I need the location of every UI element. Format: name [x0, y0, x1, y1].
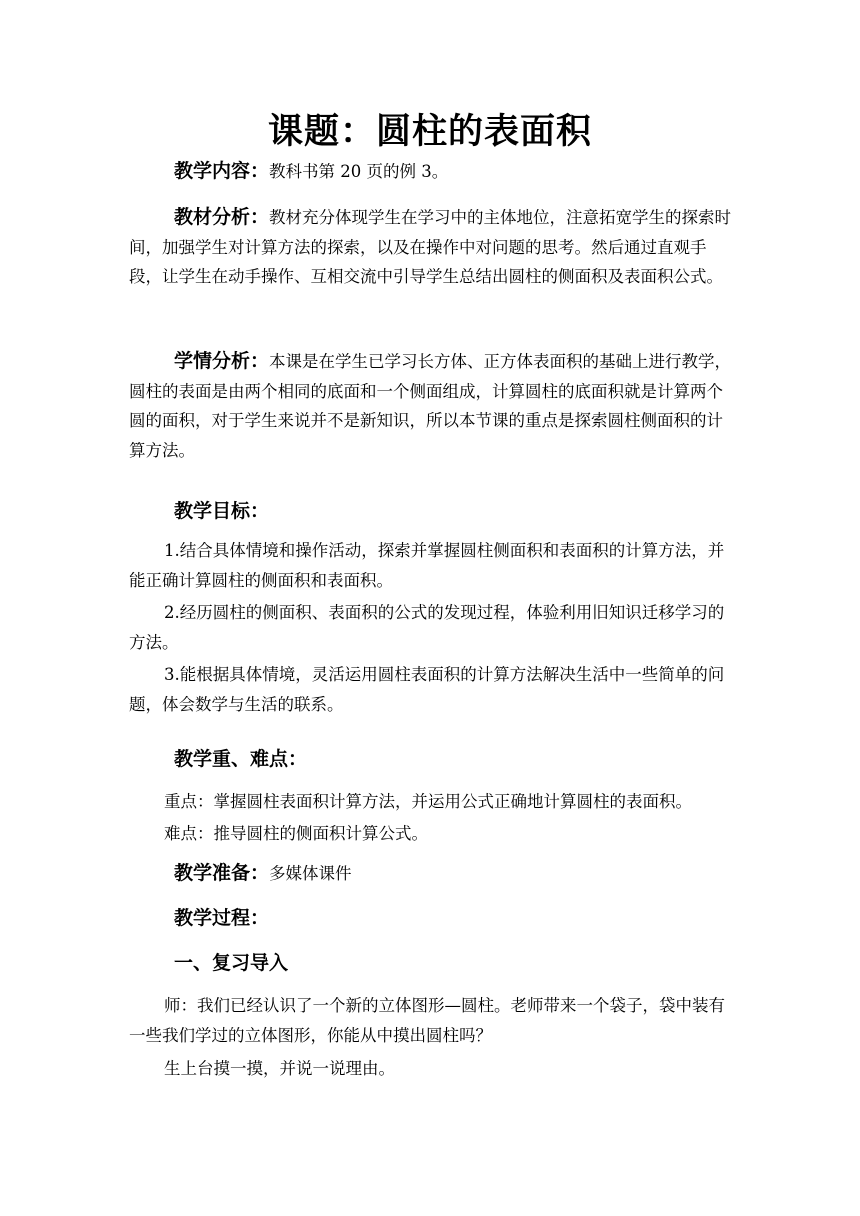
student-analysis-text: 本课是在学生已学习长方体、正方体表面积的基础上进行教学，圆柱的表面是由两个相同的底面和一个侧面组成，计算圆柱的底面积就是计算两个圆的面积，对于学生来说并不是新知识，所以本节课的重点是探索圆柱侧面积的计算方法。 [129, 352, 732, 460]
material-analysis-label: 教材分析： [174, 206, 270, 228]
key-points-heading: 教学重、难点： [174, 748, 308, 770]
key-point-text: 重点：掌握圆柱表面积计算方法，并运用公式正确地计算圆柱的表面积。 [164, 792, 692, 811]
material-analysis-text: 教材充分体现学生在学习中的主体地位，注意拓宽学生的探索时间，加强学生对计算方法的探索，以及在操作中对问题的思考。然后通过直观手段，让学生在动手操作、互相交流中引导学生总结出圆柱的侧面积及表面积公式。 [129, 208, 732, 286]
student-activity-text: 生上台摸一摸，并说一说理由。 [164, 1059, 395, 1078]
goals-heading: 教学目标： [174, 500, 270, 522]
goal-item: 1.结合具体情境和操作活动，探索并掌握圆柱侧面积和表面积的计算方法，并能正确计算圆柱的侧面积和表面积。 [129, 541, 725, 590]
preparation-text: 多媒体课件 [269, 864, 352, 883]
process-heading: 教学过程： [174, 907, 270, 929]
teaching-content-text: 教科书第 20 页的例 3。 [269, 162, 449, 181]
difficulty-text: 难点：推导圆柱的侧面积计算公式。 [164, 824, 428, 843]
teacher-dialogue-text: 师：我们已经认识了一个新的立体图形—圆柱。老师带来一个袋子，袋中装有一些我们学过的立体图形，你能从中摸出圆柱吗？ [129, 996, 725, 1045]
goals-list [129, 536, 739, 719]
teacher-dialogue [129, 991, 739, 1050]
teaching-content-label: 教学内容： [174, 160, 270, 182]
goal-item: 2.经历圆柱的侧面积、表面积的公式的发现过程，体验利用旧知识迁移学习的方法。 [129, 603, 725, 652]
student-analysis [129, 347, 739, 465]
teaching-content [129, 157, 739, 187]
section-review-heading: 一、复习导入 [174, 952, 289, 974]
preparation-label: 教学准备： [174, 862, 270, 884]
student-analysis-label: 学情分析： [174, 350, 270, 372]
page-title: 课题：圆柱的表面积 [267, 112, 592, 152]
material-analysis [129, 203, 739, 292]
goal-item: 3.能根据具体情境，灵活运用圆柱表面积的计算方法解决生活中一些简单的问题，体会数学与生活的联系。 [129, 665, 725, 714]
preparation [174, 858, 352, 885]
